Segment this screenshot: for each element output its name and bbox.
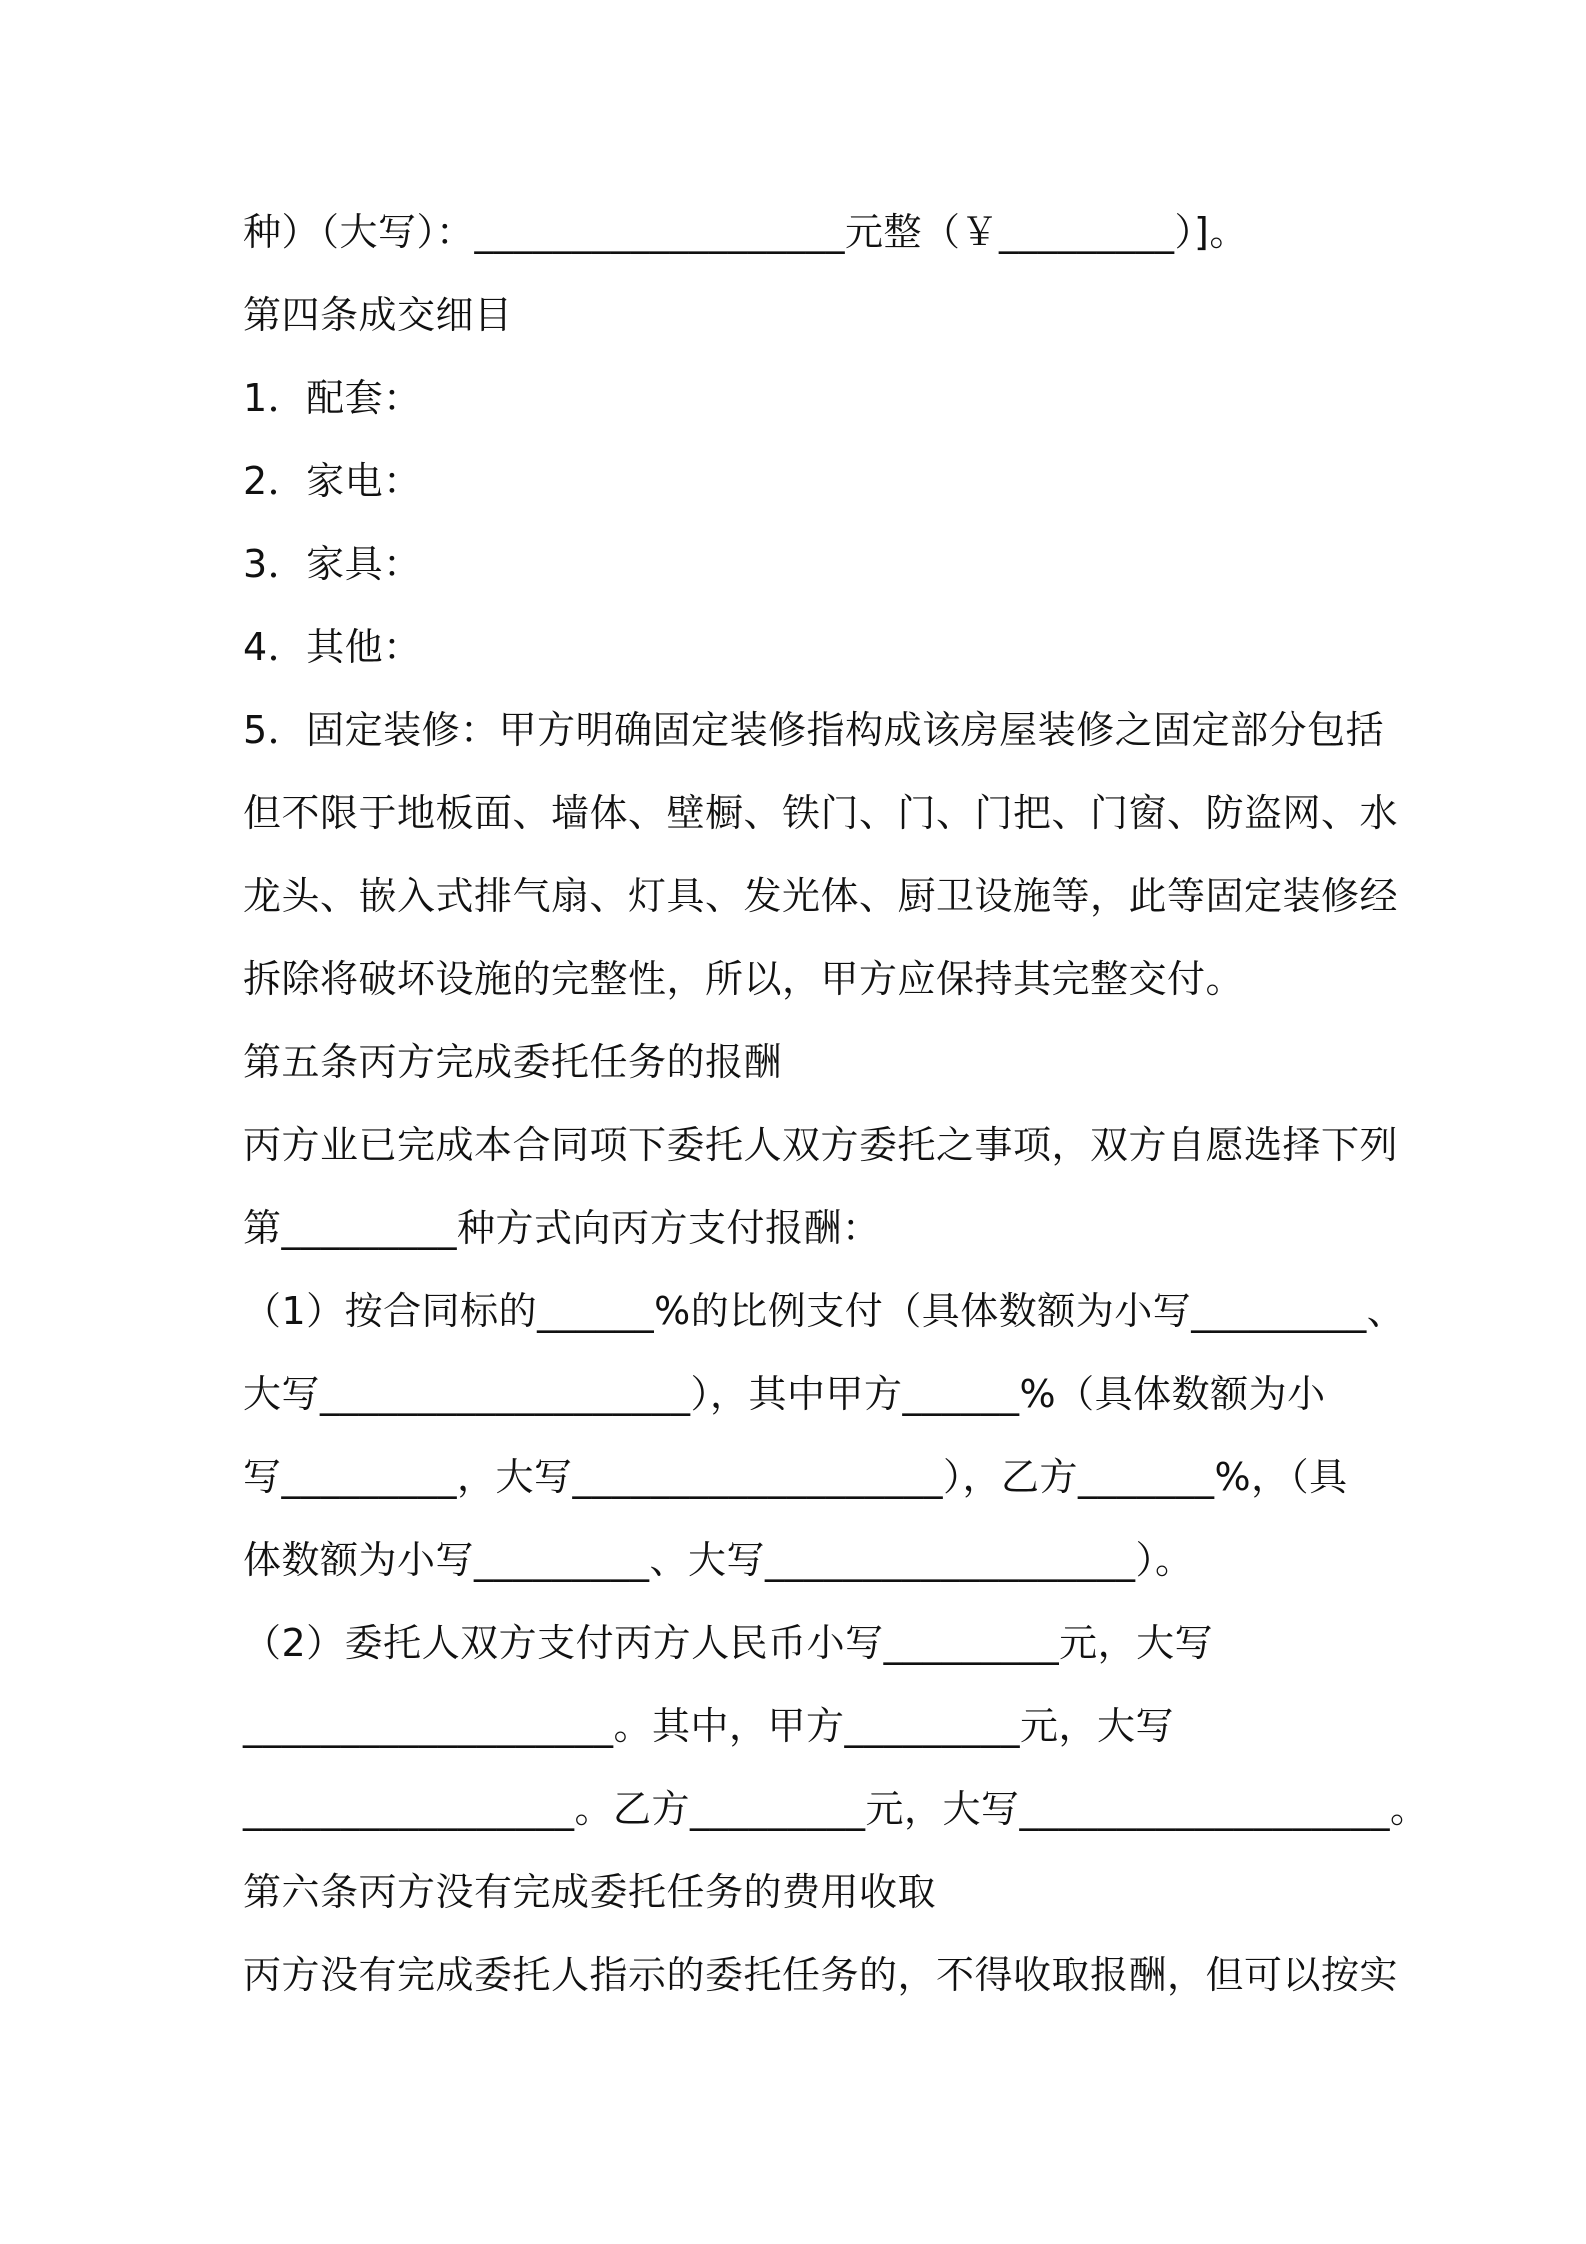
option-2-line3: _________________。乙方_________元，大写___________________。 (243, 1787, 1429, 1831)
option-1-line3: 写_________，大写___________________），乙方_______%，（具 (243, 1455, 1348, 1499)
item-5-fixed-decoration-line4: 拆除将破坏设施的完整性，所以，甲方应保持其完整交付。 (243, 957, 1245, 1001)
article-6-paragraph-line1: 丙方没有完成委托人指示的委托任务的，不得收取报酬，但可以按实 (243, 1953, 1399, 1997)
option-2-line1: （2）委托人双方支付丙方人民币小写_________元，大写 (243, 1621, 1214, 1665)
article-6-heading: 第六条丙方没有完成委托任务的费用收取 (243, 1870, 937, 1914)
text-line-price-uppercase: 种）（大写）：___________________元整（￥_________）]。 (243, 210, 1248, 254)
option-1-line2: 大写___________________），其中甲方______%（具体数额为小 (243, 1372, 1326, 1416)
item-5-fixed-decoration-line2: 但不限于地板面、墙体、壁橱、铁门、门、门把、门窗、防盗网、水 (243, 791, 1399, 835)
option-1-line4: 体数额为小写_________、大写___________________）。 (243, 1538, 1194, 1582)
option-1-line1: （1）按合同标的______%的比例支付（具体数额为小写_________、 (243, 1289, 1406, 1333)
item-1-supporting-facilities: 1．配套： (243, 376, 422, 420)
option-2-line2: ___________________。其中，甲方_________元，大写 (243, 1704, 1175, 1748)
article-5-paragraph-line1: 丙方业已完成本合同项下委托人双方委托之事项，双方自愿选择下列 (243, 1123, 1399, 1167)
item-5-fixed-decoration-line1: 5．固定装修：甲方明确固定装修指构成该房屋装修之固定部分包括 (243, 708, 1385, 752)
item-3-furniture: 3．家具： (243, 542, 422, 586)
item-2-appliances: 2．家电： (243, 459, 422, 503)
article-4-heading: 第四条成交细目 (243, 293, 513, 337)
item-5-fixed-decoration-line3: 龙头、嵌入式排气扇、灯具、发光体、厨卫设施等，此等固定装修经 (243, 874, 1399, 918)
article-5-paragraph-line2: 第_________种方式向丙方支付报酬： (243, 1206, 881, 1250)
item-4-other: 4．其他： (243, 625, 422, 669)
article-5-heading: 第五条丙方完成委托任务的报酬 (243, 1040, 783, 1084)
